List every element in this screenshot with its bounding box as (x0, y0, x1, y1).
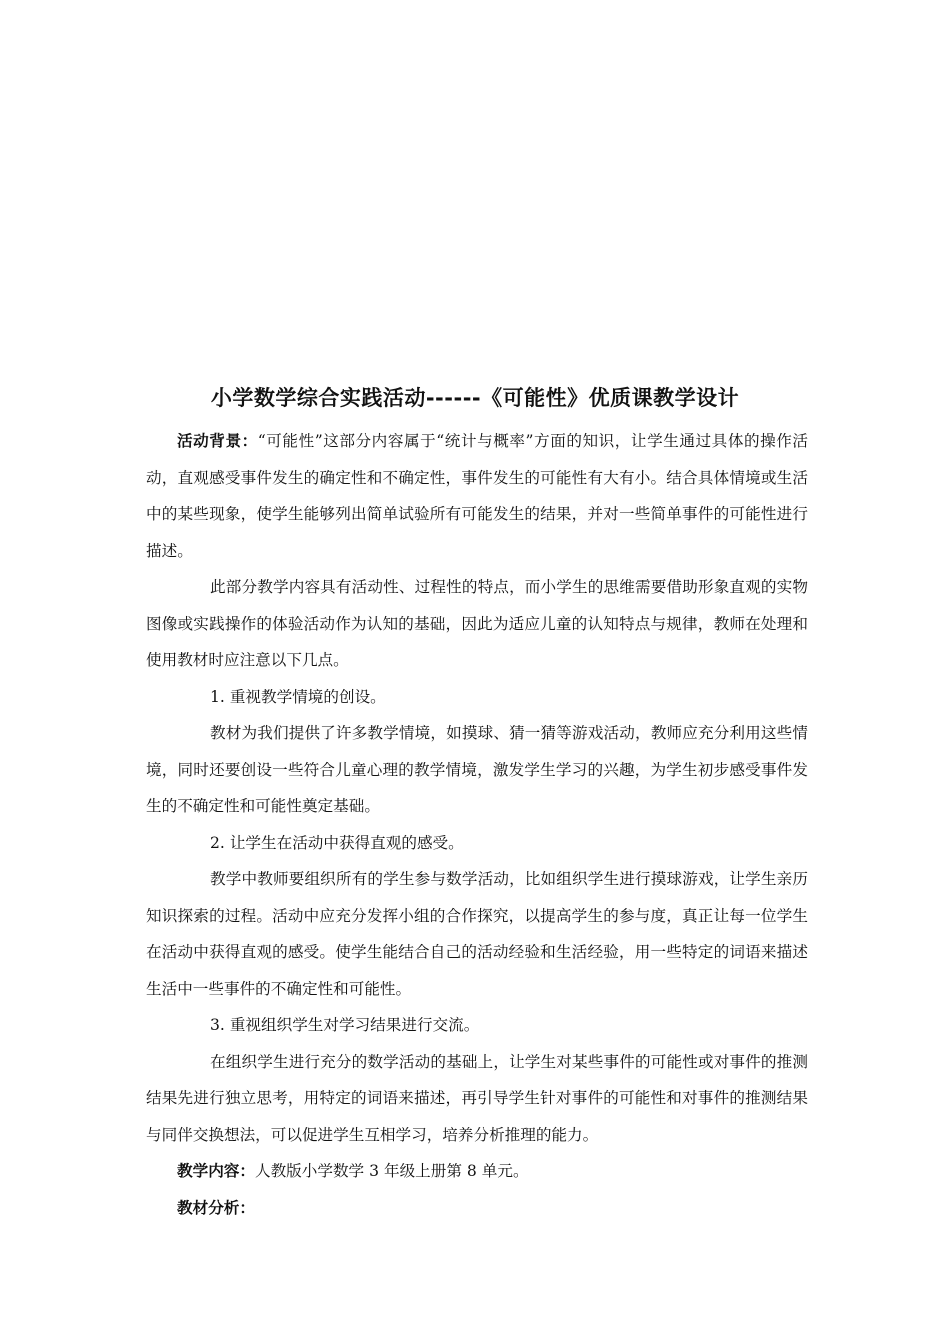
section-heading-3: 3. 重视组织学生对学习结果进行交流。 (210, 1016, 480, 1034)
background-text: “可能性”这部分内容属于“统计与概率”方面的知识，让学生通过具体的操作活动，直观感受事件发生的确定性和不确定性，事件发生的可能性有大有小。结合具体情境或生活中的某些现象，使学生能够列出简单试验所有可能发生的结果，并对一些简单事件的可能性进行描述。 (146, 432, 808, 560)
textbook-analysis-label: 教材分析： (177, 1198, 255, 1217)
section-heading-1: 1. 重视教学情境的创设。 (210, 687, 386, 706)
textbook-analysis-paragraph (146, 1190, 808, 1227)
background-label: 活动背景： (177, 432, 258, 450)
teaching-content-text: 人教版小学数学 3 年级上册第 8 单元。 (254, 1162, 529, 1180)
document-body (146, 423, 808, 1226)
paragraph-2: 教材为我们提供了许多教学情境，如摸球、猜一猜等游戏活动，教师应充分利用这些情境，同时还要创设一些符合儿童心理的教学情境，激发学生学习的兴趣，为学生初步感受事件发生的不确定性和可能性奠定基础。 (146, 724, 808, 815)
paragraph-4: 在组织学生进行充分的数学活动的基础上，让学生对某些事件的可能性或对事件的推测结果先进行独立思考，用特定的词语来描述，再引导学生针对事件的可能性和对事件的推测结果与同伴交换想法，可以促进学生互相学习，培养分析推理的能力。 (146, 1052, 808, 1144)
paragraph-1: 此部分教学内容具有活动性、过程性的特点，而小学生的思维需要借助形象直观的实物图像或实践操作的体验活动作为认知的基础，因此为适应儿童的认知特点与规律，教师在处理和使用教材时应注意以下几点。 (146, 578, 808, 669)
document-title: 小学数学综合实践活动------《可能性》优质课教学设计 (210, 386, 740, 410)
paragraph-3: 教学中教师要组织所有的学生参与数学活动，比如组织学生进行摸球游戏，让学生亲历知识探索的过程。活动中应充分发挥小组的合作探究，以提高学生的参与度，真正让每一位学生在活动中获得直观的感受。使学生能结合自己的活动经验和生活经验，用一些特定的词语来描述生活中一些事件的不确定性和可能性。 (146, 870, 808, 998)
teaching-content-paragraph (146, 1153, 808, 1190)
teaching-content-label: 教学内容： (177, 1162, 255, 1180)
background-paragraph (146, 423, 808, 569)
section-heading-2: 2. 让学生在活动中获得直观的感受。 (210, 833, 464, 852)
